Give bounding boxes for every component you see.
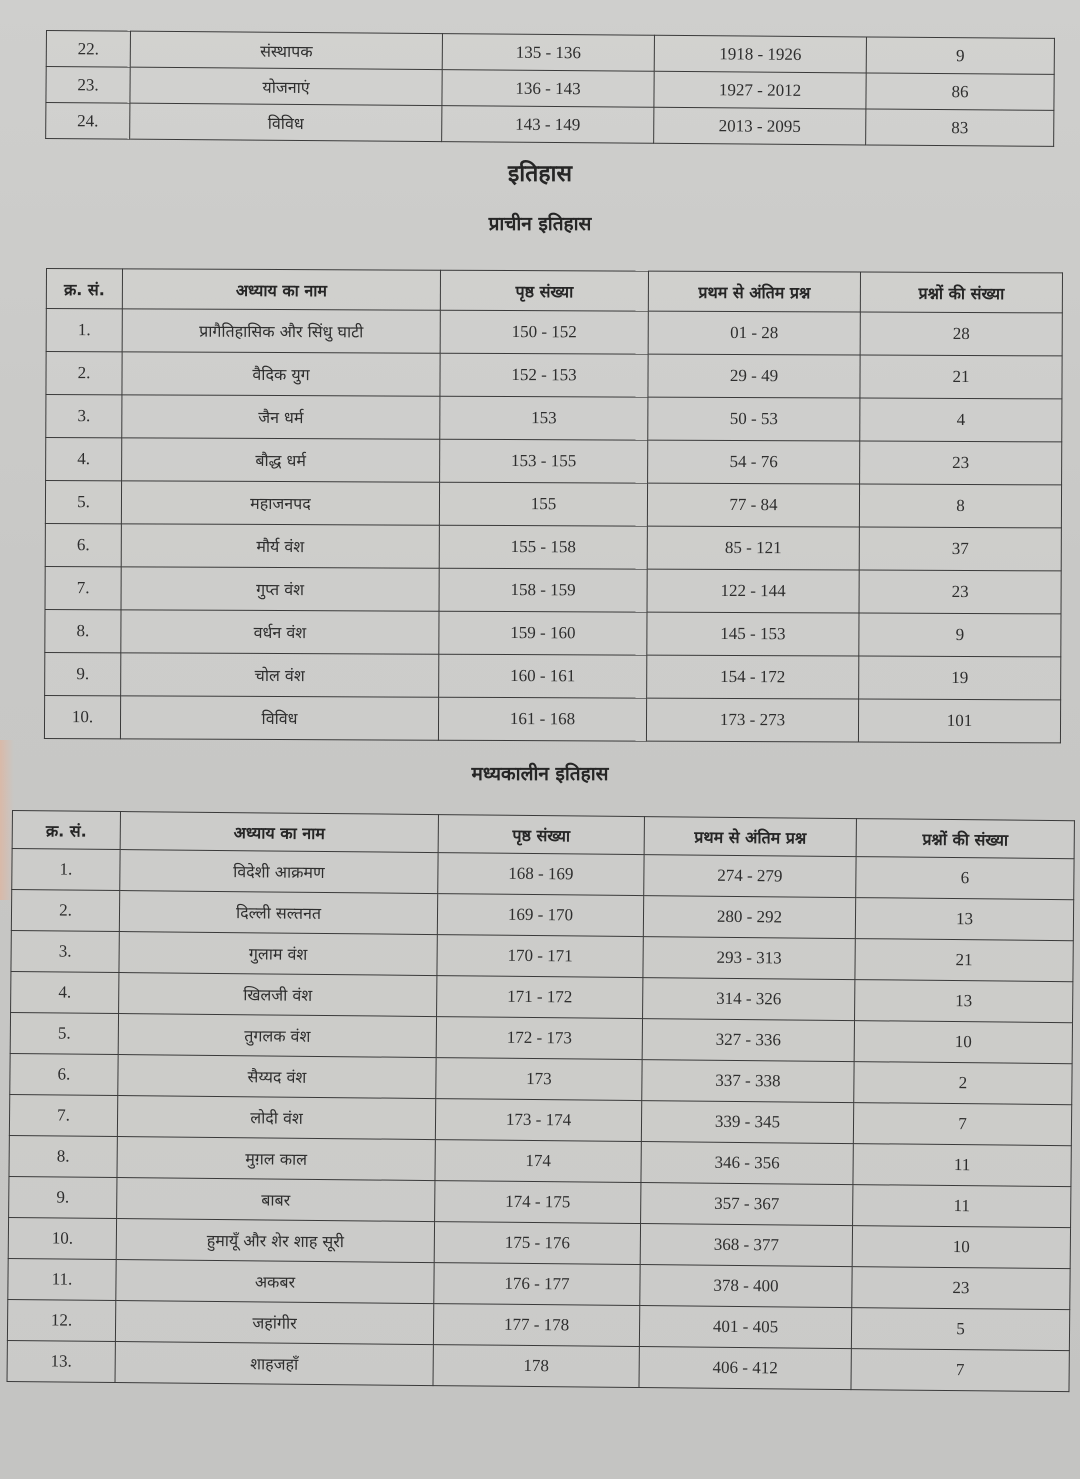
question-range: 314 - 326 [643, 978, 855, 1021]
table-row [45, 523, 1061, 570]
serial-number: 10. [44, 695, 120, 738]
serial-number: 24. [46, 103, 130, 140]
chapter-name: महाजनपद [121, 481, 439, 525]
question-range: 378 - 400 [640, 1265, 852, 1308]
page-range: 176 - 177 [434, 1263, 640, 1306]
page-range: 173 - 174 [435, 1099, 641, 1142]
question-count: 9 [866, 37, 1054, 74]
question-count: 7 [851, 1349, 1069, 1392]
question-count: 8 [859, 484, 1061, 528]
page-range: 152 - 153 [440, 353, 648, 397]
serial-number: 4. [46, 438, 122, 481]
page-range: 161 - 168 [438, 697, 646, 741]
question-range: 357 - 367 [641, 1183, 853, 1226]
question-range: 29 - 49 [648, 354, 860, 398]
page-range: 168 - 169 [438, 853, 644, 896]
question-count: 13 [855, 898, 1073, 941]
question-count: 10 [852, 1226, 1070, 1269]
serial-number: 1. [46, 309, 122, 352]
serial-number: 8. [9, 1135, 117, 1177]
table-row [45, 566, 1061, 613]
serial-number: 4. [11, 971, 119, 1013]
page-range: 174 [435, 1140, 641, 1183]
chapter-name: हुमायूँ और शेर शाह सूरी [116, 1219, 434, 1263]
question-count: 83 [866, 109, 1054, 146]
page-range: 153 - 155 [440, 439, 648, 483]
serial-number: 12. [7, 1299, 115, 1341]
chapter-name: वैदिक युग [122, 352, 440, 396]
serial-number: 9. [45, 652, 121, 695]
table-row [45, 652, 1061, 699]
table-row [44, 695, 1060, 742]
page-range: 174 - 175 [435, 1181, 641, 1224]
page-range: 153 [440, 396, 648, 440]
top-continuation-table [45, 30, 1055, 147]
question-count: 6 [856, 857, 1074, 900]
serial-number: 5. [45, 481, 121, 524]
serial-number: 6. [10, 1053, 118, 1095]
serial-number: 10. [8, 1217, 116, 1259]
serial-number: 13. [7, 1340, 115, 1382]
header-chapter: अध्याय का नाम [120, 812, 438, 853]
ancient-history-title: प्राचीन इतिहास [488, 213, 592, 235]
chapter-name: विविध [120, 696, 438, 740]
chapter-name: चोल वंश [121, 653, 439, 697]
page-range: 136 - 143 [442, 70, 654, 108]
question-count: 37 [859, 527, 1061, 571]
question-range: 280 - 292 [643, 896, 855, 939]
serial-number: 9. [9, 1176, 117, 1218]
serial-number: 23. [46, 67, 130, 104]
header-pages: पृष्ठ संख्या [440, 270, 648, 311]
ancient-history-table [44, 268, 1063, 743]
section-title: इतिहास [507, 161, 573, 187]
question-range: 406 - 412 [639, 1347, 851, 1390]
question-range: 274 - 279 [644, 855, 856, 898]
serial-number: 2. [46, 352, 122, 395]
page-range: 177 - 178 [433, 1304, 639, 1347]
chapter-name: वर्धन वंश [121, 610, 439, 654]
table-row [46, 438, 1062, 485]
page-range: 143 - 149 [442, 106, 654, 144]
question-range: 54 - 76 [648, 440, 860, 484]
page-range: 160 - 161 [439, 654, 647, 698]
chapter-name: जैन धर्म [122, 395, 440, 439]
chapter-name: प्रागैतिहासिक और सिंधु घाटी [122, 309, 440, 353]
table-row [46, 103, 1054, 147]
question-count: 86 [866, 73, 1054, 110]
page-range: 171 - 172 [437, 976, 643, 1019]
header-count: प्रश्नों की संख्या [860, 272, 1062, 313]
serial-number: 6. [45, 523, 121, 566]
serial-number: 3. [46, 395, 122, 438]
question-count: 13 [855, 980, 1073, 1023]
serial-number: 5. [10, 1012, 118, 1054]
question-count: 21 [855, 939, 1073, 982]
chapter-name: गुप्त वंश [121, 567, 439, 611]
chapter-name: संस्थापक [130, 31, 442, 69]
serial-number: 1. [12, 849, 120, 891]
question-count: 5 [851, 1308, 1069, 1351]
question-count: 9 [859, 613, 1061, 657]
question-range: 85 - 121 [647, 526, 859, 570]
serial-number: 7. [45, 566, 121, 609]
chapter-name: जहांगीर [115, 1301, 433, 1345]
header-serial: क्र. सं. [12, 811, 120, 850]
serial-number: 3. [11, 930, 119, 972]
serial-number: 22. [46, 31, 130, 68]
header-pages: पृष्ठ संख्या [438, 815, 644, 855]
page-range: 175 - 176 [434, 1222, 640, 1265]
chapter-name: विविध [130, 103, 442, 141]
question-range: 1918 - 1926 [654, 35, 866, 73]
question-range: 327 - 336 [642, 1019, 854, 1062]
question-count: 28 [860, 312, 1062, 356]
page-range: 169 - 170 [437, 894, 643, 937]
chapter-name: लोदी वंश [117, 1096, 435, 1140]
table-row [7, 1340, 1069, 1391]
question-count: 19 [859, 656, 1061, 700]
question-range: 154 - 172 [647, 655, 859, 699]
question-range: 346 - 356 [641, 1142, 853, 1185]
question-range: 368 - 377 [640, 1224, 852, 1267]
question-range: 293 - 313 [643, 937, 855, 980]
question-range: 145 - 153 [647, 612, 859, 656]
page-range: 159 - 160 [439, 611, 647, 655]
chapter-name: तुगलक वंश [118, 1014, 436, 1058]
page-range: 135 - 136 [442, 34, 654, 72]
question-count: 11 [853, 1185, 1071, 1228]
question-range: 01 - 28 [648, 311, 860, 355]
table-row [45, 481, 1061, 528]
chapter-name: गुलाम वंश [119, 932, 437, 976]
chapter-name: मुग़ल काल [117, 1137, 435, 1181]
question-range: 337 - 338 [642, 1060, 854, 1103]
question-count: 101 [858, 699, 1060, 743]
table-header-row [46, 269, 1062, 313]
page-range: 155 - 158 [439, 525, 647, 569]
question-count: 23 [859, 570, 1061, 614]
chapter-name: विदेशी आक्रमण [120, 850, 438, 894]
question-range: 1927 - 2012 [654, 71, 866, 109]
serial-number: 7. [9, 1094, 117, 1136]
question-range: 401 - 405 [639, 1306, 851, 1349]
question-range: 2013 - 2095 [654, 107, 866, 145]
table-row [46, 309, 1062, 356]
chapter-name: शाहजहाँ [115, 1342, 433, 1386]
table-row [46, 352, 1062, 399]
serial-number: 2. [11, 890, 119, 932]
page-range: 173 [436, 1058, 642, 1101]
header-range: प्रथम से अंतिम प्रश्न [644, 817, 856, 857]
question-count: 7 [853, 1103, 1071, 1146]
question-range: 339 - 345 [641, 1101, 853, 1144]
question-count: 10 [854, 1021, 1072, 1064]
chapter-name: योजनाएं [130, 67, 442, 105]
page-range: 158 - 159 [439, 568, 647, 612]
page-range: 150 - 152 [440, 310, 648, 354]
chapter-name: दिल्ली सल्तनत [119, 891, 437, 935]
question-count: 21 [860, 355, 1062, 399]
chapter-name: सैय्यद वंश [118, 1055, 436, 1099]
question-count: 2 [854, 1062, 1072, 1105]
chapter-name: मौर्य वंश [121, 524, 439, 568]
medieval-history-title: मध्यकालीन इतिहास [471, 763, 609, 785]
page-range: 178 [433, 1345, 639, 1388]
table-row [46, 395, 1062, 442]
chapter-name: अकबर [116, 1260, 434, 1304]
question-count: 11 [853, 1144, 1071, 1187]
chapter-name: खिलजी वंश [119, 973, 437, 1017]
question-count: 23 [860, 441, 1062, 485]
serial-number: 8. [45, 609, 121, 652]
page-range: 170 - 171 [437, 935, 643, 978]
page-range: 172 - 173 [436, 1017, 642, 1060]
question-count: 4 [860, 398, 1062, 442]
header-count: प्रश्नों की संख्या [856, 819, 1074, 859]
header-serial: क्र. सं. [46, 269, 122, 309]
question-range: 77 - 84 [647, 483, 859, 527]
medieval-history-table [7, 810, 1075, 1392]
serial-number: 11. [8, 1258, 116, 1300]
header-chapter: अध्याय का नाम [122, 269, 440, 310]
header-range: प्रथम से अंतिम प्रश्न [648, 271, 860, 312]
question-range: 50 - 53 [648, 397, 860, 441]
question-range: 173 - 273 [646, 698, 858, 742]
chapter-name: बौद्ध धर्म [122, 438, 440, 482]
question-range: 122 - 144 [647, 569, 859, 613]
question-count: 23 [852, 1267, 1070, 1310]
chapter-name: बाबर [117, 1178, 435, 1222]
table-row [45, 609, 1061, 656]
page-range: 155 [439, 482, 647, 526]
